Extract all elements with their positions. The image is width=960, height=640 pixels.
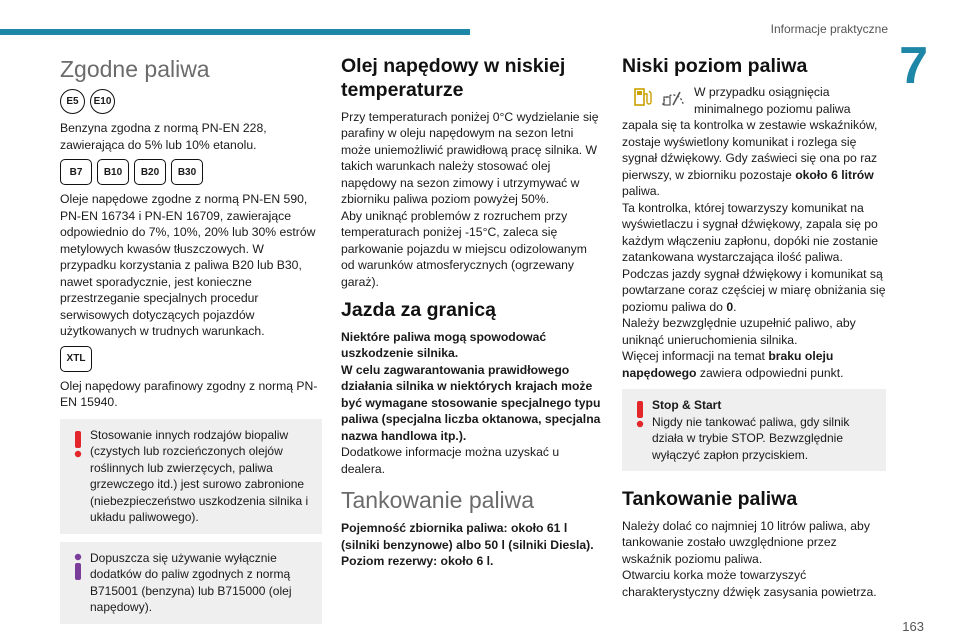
paragraph: Ta kontrolka, której towarzyszy komunikat na wyświetlaczu i sygnał dźwiękowy, zapala się po każdym włączeniu zapłonu, dopóki nie zostanie zatankowana wystarczająca ilość paliwa. <box>622 200 879 265</box>
note-text: Nigdy nie tankować paliwa, gdy silnik działa w trybie STOP. Bezwzględnie wyłączyć zapłon przyciskiem. <box>652 414 850 462</box>
text-span: . <box>733 299 737 314</box>
text-span: Podczas jazdy sygnał dźwiękowy i komunikat są powtarzane coraz częściej w miarę obniżania się poziomu paliwa do <box>622 266 886 314</box>
fuel-badge: E10 <box>90 89 115 114</box>
text-span-bold: braku oleju napędowego <box>622 349 834 380</box>
petrol-badges <box>60 89 322 114</box>
section-heading: Niski poziom paliwa <box>622 55 808 77</box>
info-note <box>60 542 322 624</box>
section-heading: Tankowanie paliwa <box>622 488 798 511</box>
xtl-badges <box>60 346 322 372</box>
chapter-number: 7 <box>899 37 928 95</box>
paragraph: Otwarciu korka może towarzyszyć charakterystyczny dźwięk zasysania powietrza. <box>622 568 877 599</box>
paragraph-bold: Niektóre paliwa mogą spowodować uszkodzenie silnika. <box>341 329 547 361</box>
text-span: zawiera odpowiedni punkt. <box>696 365 844 380</box>
text-span-bold: około 6 litrów <box>795 167 874 182</box>
column-low-fuel <box>622 52 886 600</box>
paragraph-bold: Pojemność zbiornika paliwa: około 61 l (silniki benzynowe) albo 50 l (silniki Diesla). Poziom rezerwy: około 6 l. <box>341 521 594 569</box>
paragraph: Należy bezwzględnie uzupełnić paliwo, aby uniknąć unieruchomienia silnika. <box>622 316 856 347</box>
diesel-badges <box>60 159 322 185</box>
info-icon <box>68 552 88 582</box>
column-low-temperature <box>341 52 603 570</box>
paragraph: Aby uniknąć problemów z rozruchem przy temperaturach poniżej -15°C, zaleca się parkowanie pojazdu w miejscu odizolowanym od warunków atmosferycznych (ogrzewany garaż). <box>341 208 587 289</box>
warning-text: Stosowanie innych rodzajów biopaliw (czystych lub rozcieńczonych olejów roślinnych lub zwierzęcych, paliwa grzewczego itd.) jest surowo zabronione (niebezpieczeństwo uszkodzenia silnika i układu paliwowego). <box>90 427 309 524</box>
stop-start-warning <box>622 389 886 471</box>
paragraph: Należy dolać co najmniej 10 litrów paliwa, aby tankowanie zostało uwzględnione przez wskaźnik poziomu paliwa. <box>622 518 870 566</box>
paragraph: Dodatkowe informacje można uzyskać u dealera. <box>341 445 560 476</box>
fuel-badge: B7 <box>60 159 92 185</box>
section-heading: Zgodne paliwa <box>60 56 210 82</box>
warning-icon <box>68 429 88 459</box>
fuel-badge: XTL <box>60 346 92 372</box>
paragraph: Oleje napędowe zgodne z normą PN-EN 590, PN-EN 16734 i PN-EN 16709, zawierające odpowiednio do 7%, 10%, 20% lub 30% estrów metylowych kwasów tłuszczowych. W przypadku korzystania z paliwa B20 lub B30, nawet sporadycznie, jest konieczne przestrzeganie specjalnych procedur serwisowych dotyczących pojazdów użytkowanych w trudnych warunkach. <box>60 192 316 338</box>
paragraph <box>622 266 886 316</box>
section-heading: Tankowanie paliwa <box>341 487 535 514</box>
fuel-pump-icon <box>632 86 654 108</box>
paragraph: Olej napędowy parafinowy zgodny z normą PN-EN 15940. <box>60 378 318 409</box>
paragraph <box>622 348 886 381</box>
header-bar <box>0 29 470 35</box>
info-text: Dopuszcza się używanie wyłącznie dodatków do paliw zgodnych z normą B715001 (benzyna) lub B715000 (olej napędowy). <box>90 550 292 614</box>
fuel-badge: B10 <box>97 159 129 185</box>
fuel-badge: E5 <box>60 89 85 114</box>
text-span: paliwa. <box>622 184 660 199</box>
section-heading: Olej napędowy w niskiej temperaturze <box>341 55 566 102</box>
fuel-pump-empty-icon <box>660 86 686 108</box>
fuel-badge: B30 <box>171 159 203 185</box>
fuel-badge: B20 <box>134 159 166 185</box>
column-compatible-fuels <box>60 52 322 632</box>
text-span-bold: 0 <box>726 299 734 314</box>
warning-note <box>60 419 322 534</box>
fuel-warning-icons <box>632 86 686 108</box>
text-span: W przypadku osiągnięcia minimalnego poziomu paliwa zapala się ta kontrolka w zestawie wskaźników, zostaje wyświetlony komunikat i rozlega się sygnał dźwiękowy. Gdy zaświeci się ona po raz pierwszy, w zbiorniku pozostaje <box>622 85 878 182</box>
section-heading: Jazda za granicą <box>341 299 496 322</box>
note-title: Stop & Start <box>652 398 722 413</box>
text-span: Więcej informacji na temat <box>622 349 769 364</box>
section-title: Informacje praktyczne <box>770 22 888 36</box>
warning-icon <box>630 399 650 429</box>
paragraph: Przy temperaturach poniżej 0°C wydzielanie się parafiny w oleju napędowym na sezon letni może uniemożliwić prawidłową pracę silnika. W takich warunkach należy stosować olej napędowy na sezon zimowy i utrzymywać w zbiorniku paliwa poziom powyżej 50%. <box>341 109 599 207</box>
paragraph: Benzyna zgodna z normą PN-EN 228, zawierająca do 5% lub 10% etanolu. <box>60 121 267 152</box>
page-number: 163 <box>902 619 924 634</box>
paragraph-bold: W celu zagwarantowania prawidłowego działania silnika w niektórych krajach może być wymagane stosowanie specjalnego typu paliwa (specjalna liczba oktanowa, specjalna nazwa handlowa itp.). <box>341 362 601 443</box>
